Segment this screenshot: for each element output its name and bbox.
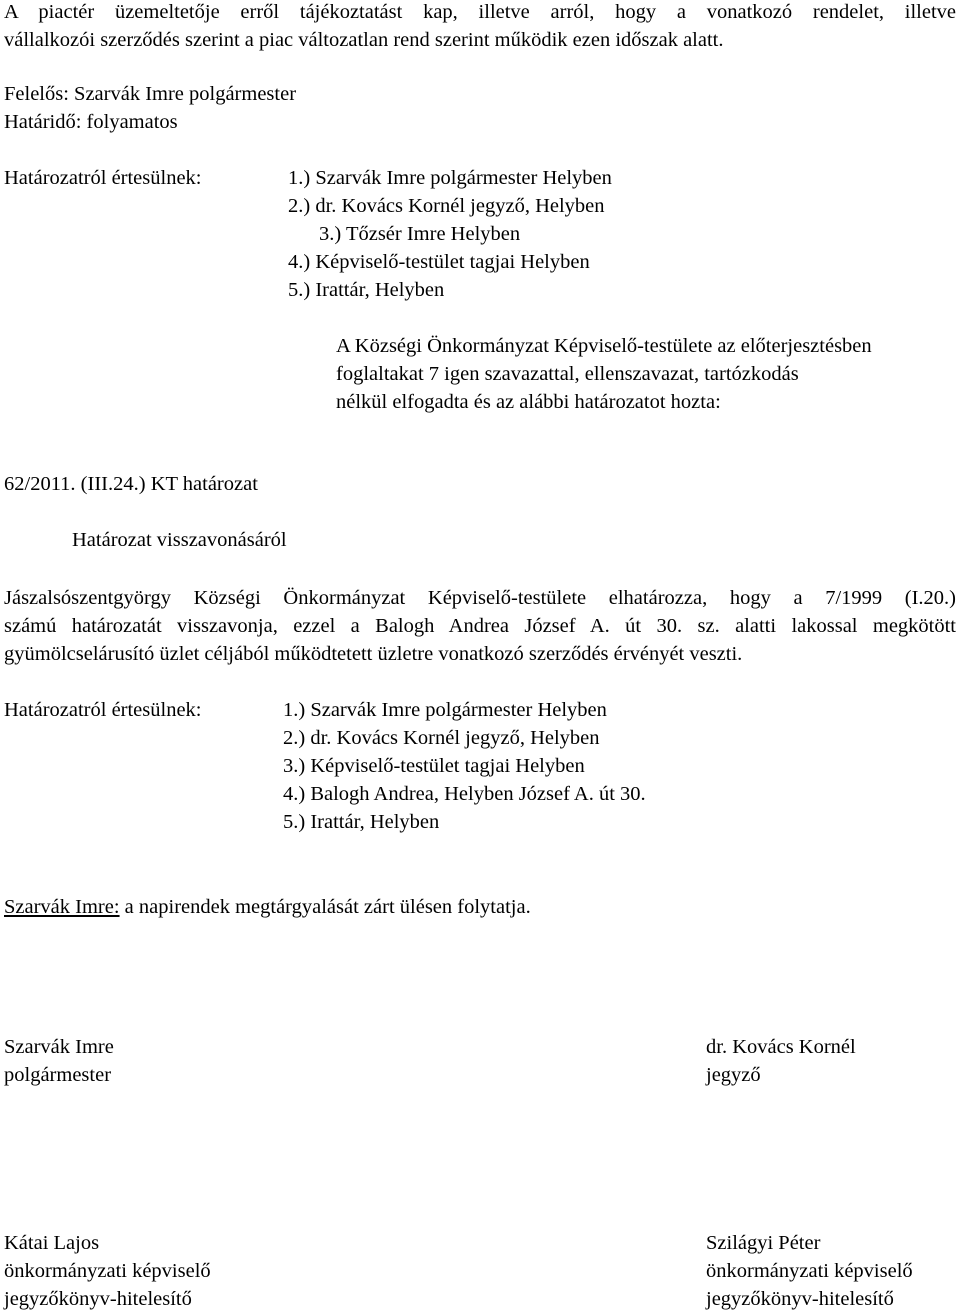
responsible-person: Felelős: Szarvák Imre polgármester	[4, 83, 297, 105]
notify-item: 3.) Képviselő-testület tagjai Helyben	[283, 755, 585, 777]
resolution-body-line-3: gyümölcselárusító üzlet céljából működtetett üzletre vonatkozó szerződés érvényét veszti.	[4, 643, 743, 665]
deadline: Határidő: folyamatos	[4, 111, 178, 133]
notify-item: 2.) dr. Kovács Kornél jegyző, Helyben	[288, 195, 605, 217]
witness1-title: jegyzőkönyv-hitelesítő	[4, 1288, 192, 1310]
resolution-body-line-2: számú határozatát visszavonja, ezzel a Balogh Andrea József A. út 30. sz. alatti lakossal megkötött	[4, 615, 956, 637]
resolution-body-line-1: Jászalsószentgyörgy Községi Önkormányzat Képviselő-testülete elhatározza, hogy a 7/1999 (I.20.)	[4, 587, 956, 609]
resolution-number: 62/2011. (III.24.) KT határozat	[4, 473, 258, 495]
intro-line-1: A piactér üzemeltetője erről tájékoztatást kap, illetve arról, hogy a vonatkozó rendelet, illetve	[4, 1, 956, 23]
witness2-name: Szilágyi Péter	[706, 1232, 821, 1254]
notify-item: 5.) Irattár, Helyben	[283, 811, 440, 833]
notify-label-1: Határozatról értesülnek:	[4, 167, 202, 189]
vote-line-3: nélkül elfogadta és az alábbi határozatot hozta:	[336, 391, 721, 413]
notify-item: 4.) Képviselő-testület tagjai Helyben	[288, 251, 590, 273]
closing-speaker: Szarvák Imre:	[4, 896, 120, 918]
witness2-role: önkormányzati képviselő	[706, 1260, 913, 1282]
witness1-name: Kátai Lajos	[4, 1232, 100, 1254]
notify-item: 2.) dr. Kovács Kornél jegyző, Helyben	[283, 727, 600, 749]
mayor-name: Szarvák Imre	[4, 1036, 114, 1058]
notify-label-2: Határozatról értesülnek:	[4, 699, 202, 721]
intro-line-2: vállalkozói szerződés szerint a piac változatlan rend szerint működik ezen időszak alatt.	[4, 29, 724, 51]
witness1-role: önkormányzati képviselő	[4, 1260, 211, 1282]
notify-item: 1.) Szarvák Imre polgármester Helyben	[288, 167, 612, 189]
vote-line-2: foglaltakat 7 igen szavazattal, ellenszavazat, tartózkodás	[336, 363, 799, 385]
notary-title: jegyző	[706, 1064, 761, 1086]
resolution-title: Határozat visszavonásáról	[72, 529, 287, 551]
notary-name: dr. Kovács Kornél	[706, 1036, 856, 1058]
notify-item: 3.) Tőzsér Imre Helyben	[319, 223, 521, 245]
closing-statement	[4, 893, 531, 921]
notify-item: 4.) Balogh Andrea, Helyben József A. út 30.	[283, 783, 646, 805]
notify-item: 5.) Irattár, Helyben	[288, 279, 445, 301]
witness2-title: jegyzőkönyv-hitelesítő	[706, 1288, 894, 1310]
mayor-title: polgármester	[4, 1064, 112, 1086]
closing-text: a napirendek megtárgyalását zárt ülésen folytatja.	[119, 896, 531, 918]
vote-line-1: A Községi Önkormányzat Képviselő-testülete az előterjesztésben	[336, 335, 872, 357]
notify-item: 1.) Szarvák Imre polgármester Helyben	[283, 699, 607, 721]
